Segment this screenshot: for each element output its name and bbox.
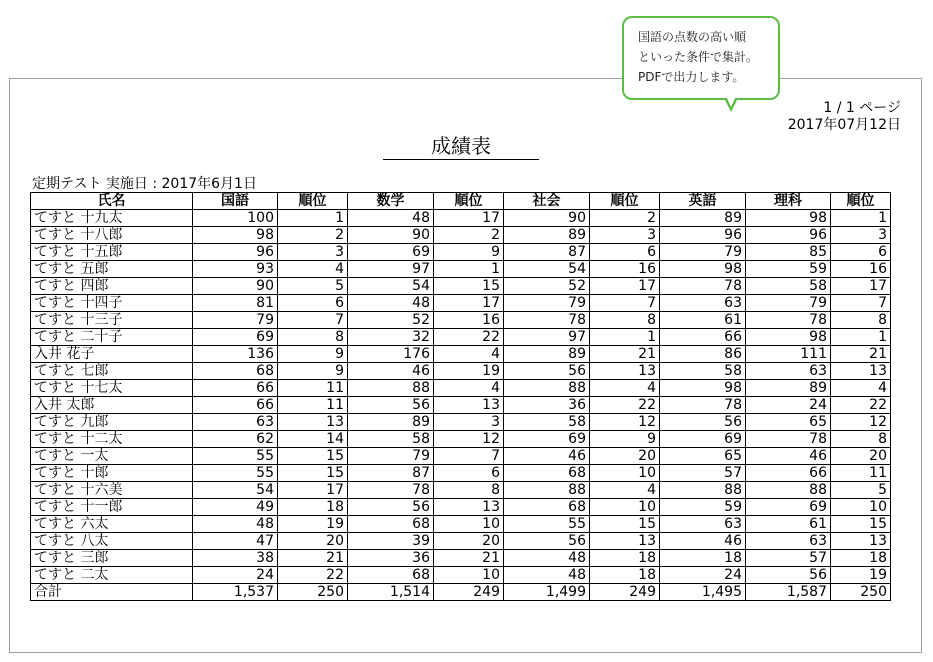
score-cell: 78 (660, 397, 746, 414)
score-cell: 46 (660, 533, 746, 550)
score-cell: 13 (278, 414, 348, 431)
score-cell: 24 (660, 567, 746, 584)
grades-body (31, 210, 891, 584)
score-cell: 48 (504, 550, 590, 567)
score-cell: 2 (590, 210, 660, 227)
score-cell: 18 (590, 550, 660, 567)
table-row (31, 329, 891, 346)
score-cell: 90 (348, 227, 434, 244)
score-cell: 18 (831, 550, 891, 567)
score-cell: 17 (434, 295, 504, 312)
header-rank-japanese: 順位 (278, 193, 348, 210)
total-label: 合計 (31, 584, 193, 601)
student-name-cell: てすと 六太 (31, 516, 193, 533)
score-cell: 8 (831, 312, 891, 329)
score-cell: 17 (278, 482, 348, 499)
score-cell: 88 (660, 482, 746, 499)
student-name-cell: てすと 二十子 (31, 329, 193, 346)
score-cell: 98 (193, 227, 278, 244)
score-cell: 56 (348, 397, 434, 414)
score-cell: 21 (434, 550, 504, 567)
score-cell: 21 (831, 346, 891, 363)
score-cell: 3 (278, 244, 348, 261)
score-cell: 14 (278, 431, 348, 448)
score-cell: 55 (193, 448, 278, 465)
total-cell: 1,537 (193, 584, 278, 601)
score-cell: 56 (746, 567, 831, 584)
score-cell: 96 (660, 227, 746, 244)
score-cell: 17 (831, 278, 891, 295)
score-cell: 20 (278, 533, 348, 550)
score-cell: 2 (278, 227, 348, 244)
score-cell: 55 (504, 516, 590, 533)
score-cell: 69 (193, 329, 278, 346)
score-cell: 96 (193, 244, 278, 261)
score-cell: 16 (434, 312, 504, 329)
score-cell: 20 (831, 448, 891, 465)
header-rank-science: 順位 (831, 193, 891, 210)
score-cell: 4 (434, 346, 504, 363)
header-japanese: 国語 (193, 193, 278, 210)
callout-line: 国語の点数の高い順 (638, 30, 747, 44)
report-date: 2017年07月12日 (787, 117, 901, 133)
score-cell: 22 (831, 397, 891, 414)
report-title: 成績表 (383, 134, 539, 160)
callout-line: PDFで出力します。 (638, 70, 745, 84)
score-cell: 57 (660, 465, 746, 482)
score-cell: 69 (504, 431, 590, 448)
score-cell: 68 (348, 516, 434, 533)
total-cell: 1,499 (504, 584, 590, 601)
score-cell: 89 (660, 210, 746, 227)
score-cell: 24 (193, 567, 278, 584)
score-cell: 56 (348, 499, 434, 516)
total-cell: 1,587 (746, 584, 831, 601)
student-name-cell: 入井 花子 (31, 346, 193, 363)
student-name-cell: てすと 一太 (31, 448, 193, 465)
score-cell: 11 (278, 397, 348, 414)
score-cell: 13 (434, 499, 504, 516)
score-cell: 63 (660, 295, 746, 312)
score-cell: 66 (193, 380, 278, 397)
total-cell: 250 (278, 584, 348, 601)
score-cell: 4 (590, 482, 660, 499)
table-row (31, 278, 891, 295)
score-cell: 62 (193, 431, 278, 448)
student-name-cell: てすと 十五郎 (31, 244, 193, 261)
score-cell: 2 (434, 227, 504, 244)
score-cell: 5 (831, 482, 891, 499)
score-cell: 93 (193, 261, 278, 278)
score-cell: 46 (504, 448, 590, 465)
score-cell: 57 (746, 550, 831, 567)
exam-subtitle: 定期テスト 実施日 : 2017年6月1日 (32, 176, 257, 192)
score-cell: 52 (348, 312, 434, 329)
header-rank-math: 順位 (434, 193, 504, 210)
score-cell: 68 (504, 465, 590, 482)
score-cell: 16 (590, 261, 660, 278)
score-cell: 16 (831, 261, 891, 278)
score-cell: 47 (193, 533, 278, 550)
student-name-cell: てすと 十三子 (31, 312, 193, 329)
score-cell: 78 (660, 278, 746, 295)
score-cell: 12 (590, 414, 660, 431)
score-cell: 13 (434, 397, 504, 414)
page-info (788, 100, 901, 134)
score-cell: 15 (831, 516, 891, 533)
score-cell: 21 (590, 346, 660, 363)
score-cell: 36 (504, 397, 590, 414)
table-row (31, 312, 891, 329)
score-cell: 78 (504, 312, 590, 329)
table-row (31, 363, 891, 380)
score-cell: 24 (746, 397, 831, 414)
score-cell: 9 (278, 363, 348, 380)
score-cell: 88 (504, 380, 590, 397)
score-cell: 12 (831, 414, 891, 431)
table-row (31, 346, 891, 363)
callout-tail-fill (726, 96, 736, 107)
score-cell: 1 (434, 261, 504, 278)
score-cell: 69 (348, 244, 434, 261)
score-cell: 4 (590, 380, 660, 397)
score-cell: 4 (278, 261, 348, 278)
header-science: 理科 (746, 193, 831, 210)
student-name-cell: てすと 二太 (31, 567, 193, 584)
score-cell: 81 (193, 295, 278, 312)
score-cell: 11 (831, 465, 891, 482)
score-cell: 97 (504, 329, 590, 346)
score-cell: 8 (278, 329, 348, 346)
table-row (31, 465, 891, 482)
score-cell: 55 (193, 465, 278, 482)
total-cell: 249 (434, 584, 504, 601)
score-cell: 20 (434, 533, 504, 550)
score-cell: 7 (590, 295, 660, 312)
score-cell: 8 (831, 431, 891, 448)
score-cell: 1 (831, 210, 891, 227)
score-cell: 63 (193, 414, 278, 431)
score-cell: 59 (660, 499, 746, 516)
score-cell: 1 (831, 329, 891, 346)
table-row (31, 295, 891, 312)
score-cell: 87 (348, 465, 434, 482)
total-cell: 250 (831, 584, 891, 601)
score-cell: 18 (660, 550, 746, 567)
score-cell: 98 (660, 261, 746, 278)
score-cell: 22 (434, 329, 504, 346)
score-cell: 58 (348, 431, 434, 448)
score-cell: 48 (504, 567, 590, 584)
score-cell: 65 (746, 414, 831, 431)
score-cell: 97 (348, 261, 434, 278)
score-cell: 18 (590, 567, 660, 584)
score-cell: 63 (746, 533, 831, 550)
score-cell: 11 (278, 380, 348, 397)
score-cell: 10 (434, 516, 504, 533)
score-cell: 4 (434, 380, 504, 397)
score-cell: 10 (590, 499, 660, 516)
score-cell: 66 (660, 329, 746, 346)
grades-table (30, 192, 891, 601)
score-cell: 58 (504, 414, 590, 431)
score-cell: 20 (590, 448, 660, 465)
score-cell: 98 (746, 210, 831, 227)
student-name-cell: てすと 八太 (31, 533, 193, 550)
score-cell: 3 (590, 227, 660, 244)
score-cell: 48 (193, 516, 278, 533)
score-cell: 8 (590, 312, 660, 329)
score-cell: 69 (660, 431, 746, 448)
header-social: 社会 (504, 193, 590, 210)
score-cell: 68 (193, 363, 278, 380)
student-name-cell: てすと 七郎 (31, 363, 193, 380)
header-row (31, 193, 891, 210)
score-cell: 66 (746, 465, 831, 482)
score-cell: 89 (348, 414, 434, 431)
score-cell: 46 (348, 363, 434, 380)
score-cell: 8 (434, 482, 504, 499)
score-cell: 9 (590, 431, 660, 448)
student-name-cell: てすと 十郎 (31, 465, 193, 482)
score-cell: 38 (193, 550, 278, 567)
score-cell: 6 (590, 244, 660, 261)
score-cell: 61 (660, 312, 746, 329)
student-name-cell: てすと 九郎 (31, 414, 193, 431)
score-cell: 13 (831, 363, 891, 380)
table-row (31, 550, 891, 567)
score-cell: 15 (434, 278, 504, 295)
score-cell: 54 (348, 278, 434, 295)
table-row (31, 261, 891, 278)
student-name-cell: てすと 十一郎 (31, 499, 193, 516)
score-cell: 6 (831, 244, 891, 261)
score-cell: 54 (504, 261, 590, 278)
score-cell: 17 (434, 210, 504, 227)
header-english: 英語 (660, 193, 746, 210)
score-cell: 176 (348, 346, 434, 363)
score-cell: 17 (590, 278, 660, 295)
score-cell: 4 (831, 380, 891, 397)
score-cell: 79 (504, 295, 590, 312)
score-cell: 89 (746, 380, 831, 397)
score-cell: 56 (504, 533, 590, 550)
score-cell: 10 (434, 567, 504, 584)
score-cell: 21 (278, 550, 348, 567)
score-cell: 88 (504, 482, 590, 499)
score-cell: 56 (504, 363, 590, 380)
score-cell: 7 (278, 312, 348, 329)
score-cell: 79 (348, 448, 434, 465)
page-indicator: 1 / 1 ページ (823, 100, 901, 116)
score-cell: 89 (504, 346, 590, 363)
total-row (31, 584, 891, 601)
score-cell: 12 (434, 431, 504, 448)
score-cell: 7 (831, 295, 891, 312)
table-row (31, 482, 891, 499)
table-row (31, 380, 891, 397)
score-cell: 22 (590, 397, 660, 414)
score-cell: 49 (193, 499, 278, 516)
student-name-cell: てすと 十七太 (31, 380, 193, 397)
student-name-cell: てすと 十六美 (31, 482, 193, 499)
score-cell: 90 (504, 210, 590, 227)
score-cell: 15 (278, 448, 348, 465)
score-cell: 19 (278, 516, 348, 533)
score-cell: 86 (660, 346, 746, 363)
score-cell: 59 (746, 261, 831, 278)
student-name-cell: てすと 十四子 (31, 295, 193, 312)
total-cell: 249 (590, 584, 660, 601)
callout-line: といった条件で集計。 (638, 50, 759, 64)
table-row (31, 533, 891, 550)
score-cell: 32 (348, 329, 434, 346)
table-row (31, 210, 891, 227)
score-cell: 9 (278, 346, 348, 363)
score-cell: 88 (348, 380, 434, 397)
table-row (31, 499, 891, 516)
score-cell: 87 (504, 244, 590, 261)
score-cell: 13 (590, 363, 660, 380)
score-cell: 79 (746, 295, 831, 312)
score-cell: 9 (434, 244, 504, 261)
score-cell: 79 (660, 244, 746, 261)
score-cell: 61 (746, 516, 831, 533)
student-name-cell: 入井 太郎 (31, 397, 193, 414)
score-cell: 79 (193, 312, 278, 329)
student-name-cell: てすと 十九太 (31, 210, 193, 227)
score-cell: 90 (193, 278, 278, 295)
score-cell: 48 (348, 295, 434, 312)
header-rank-social: 順位 (590, 193, 660, 210)
score-cell: 78 (348, 482, 434, 499)
header-name: 氏名 (31, 193, 193, 210)
score-cell: 96 (746, 227, 831, 244)
score-cell: 78 (746, 312, 831, 329)
score-cell: 68 (348, 567, 434, 584)
score-cell: 88 (746, 482, 831, 499)
table-row (31, 516, 891, 533)
table-row (31, 448, 891, 465)
score-cell: 3 (434, 414, 504, 431)
table-row (31, 567, 891, 584)
score-cell: 58 (746, 278, 831, 295)
student-name-cell: てすと 十二太 (31, 431, 193, 448)
score-cell: 19 (831, 567, 891, 584)
table-row (31, 227, 891, 244)
student-name-cell: てすと 三郎 (31, 550, 193, 567)
score-cell: 98 (660, 380, 746, 397)
score-cell: 3 (831, 227, 891, 244)
annotation-callout (622, 16, 780, 100)
table-row (31, 414, 891, 431)
score-cell: 36 (348, 550, 434, 567)
score-cell: 85 (746, 244, 831, 261)
table-row (31, 244, 891, 261)
score-cell: 58 (660, 363, 746, 380)
score-cell: 10 (590, 465, 660, 482)
header-math: 数学 (348, 193, 434, 210)
student-name-cell: てすと 十八郎 (31, 227, 193, 244)
score-cell: 69 (746, 499, 831, 516)
score-cell: 7 (434, 448, 504, 465)
score-cell: 18 (278, 499, 348, 516)
score-cell: 13 (831, 533, 891, 550)
score-cell: 63 (746, 363, 831, 380)
score-cell: 98 (746, 329, 831, 346)
score-cell: 78 (746, 431, 831, 448)
score-cell: 46 (746, 448, 831, 465)
score-cell: 15 (278, 465, 348, 482)
student-name-cell: てすと 五郎 (31, 261, 193, 278)
score-cell: 56 (660, 414, 746, 431)
score-cell: 65 (660, 448, 746, 465)
score-cell: 68 (504, 499, 590, 516)
student-name-cell: てすと 四郎 (31, 278, 193, 295)
table-row (31, 431, 891, 448)
total-cell: 1,514 (348, 584, 434, 601)
score-cell: 1 (590, 329, 660, 346)
score-cell: 6 (434, 465, 504, 482)
score-cell: 48 (348, 210, 434, 227)
score-cell: 22 (278, 567, 348, 584)
score-cell: 15 (590, 516, 660, 533)
score-cell: 10 (831, 499, 891, 516)
score-cell: 63 (660, 516, 746, 533)
score-cell: 66 (193, 397, 278, 414)
score-cell: 39 (348, 533, 434, 550)
score-cell: 19 (434, 363, 504, 380)
score-cell: 54 (193, 482, 278, 499)
score-cell: 89 (504, 227, 590, 244)
score-cell: 5 (278, 278, 348, 295)
score-cell: 136 (193, 346, 278, 363)
score-cell: 13 (590, 533, 660, 550)
score-cell: 6 (278, 295, 348, 312)
table-row (31, 397, 891, 414)
score-cell: 111 (746, 346, 831, 363)
total-cell: 1,495 (660, 584, 746, 601)
score-cell: 100 (193, 210, 278, 227)
score-cell: 1 (278, 210, 348, 227)
score-cell: 52 (504, 278, 590, 295)
